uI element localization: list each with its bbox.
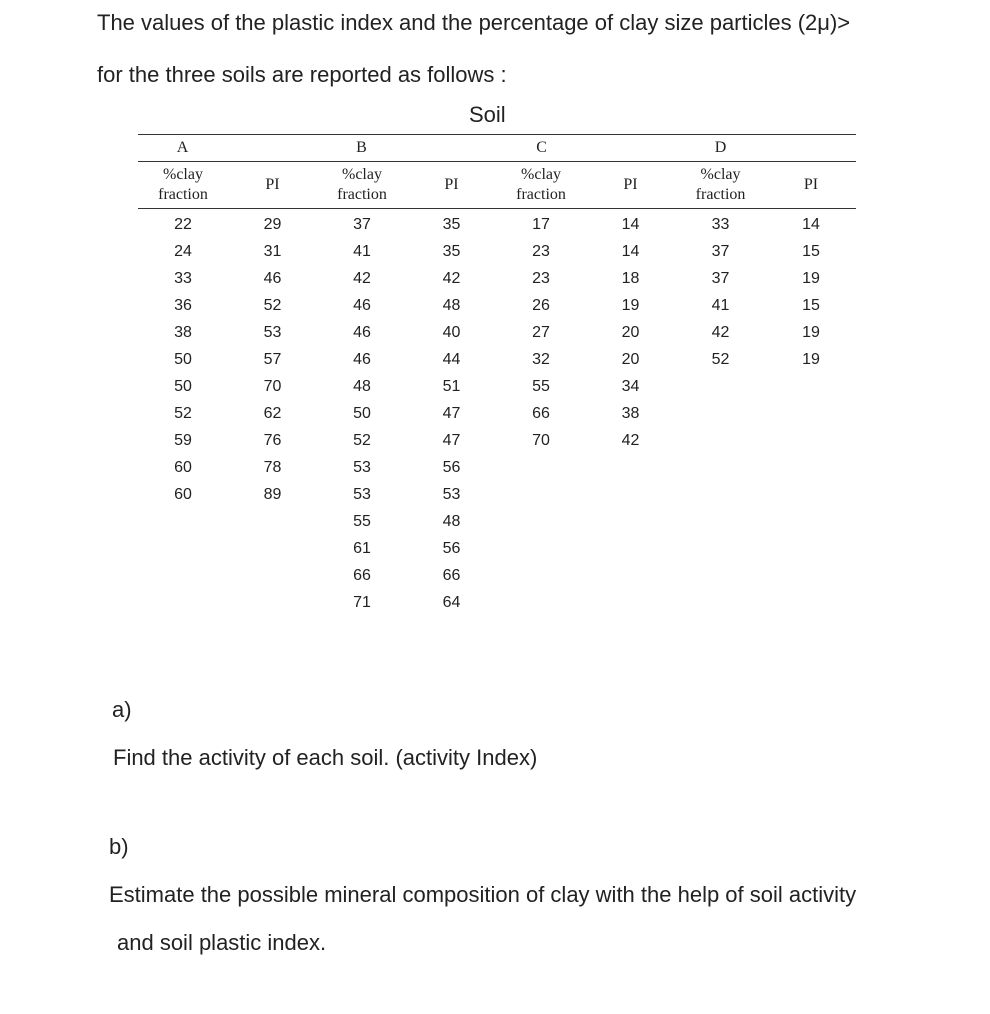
cell-a-clay: 59 (174, 431, 192, 449)
cell-c-pi: 20 (621, 323, 640, 341)
cell-a-pi (228, 508, 317, 535)
question-b-label: b) (109, 834, 129, 859)
cell-b-clay: 46 (353, 323, 371, 341)
cell-c-pi: 14 (621, 215, 640, 233)
table-row (138, 427, 856, 454)
question-a-text: Find the activity of each soil. (activity Index) (113, 745, 538, 770)
cell-a-clay: 38 (174, 323, 192, 341)
cell-a-pi (228, 535, 317, 562)
cell-c-pi (586, 508, 675, 535)
cell-b-pi: 48 (442, 512, 461, 530)
cell-c-clay: 17 (532, 215, 550, 233)
cell-b-pi: 35 (442, 215, 461, 233)
cell-b-pi: 35 (442, 242, 461, 260)
cell-a-clay: 24 (174, 242, 192, 260)
group-header-b: B (317, 135, 496, 162)
cell-d-clay (675, 454, 766, 481)
cell-b-clay: 50 (353, 404, 371, 422)
cell-c-pi: 20 (621, 350, 640, 368)
cell-c-clay (496, 508, 586, 535)
column-header: PI (407, 162, 496, 209)
table-row (138, 265, 856, 292)
column-header: PI (228, 162, 317, 209)
cell-d-clay (675, 427, 766, 454)
cell-d-pi (766, 454, 856, 481)
group-header-a: A (138, 135, 317, 162)
cell-d-pi (766, 535, 856, 562)
cell-c-clay: 55 (532, 377, 550, 395)
cell-a-clay: 60 (174, 485, 192, 503)
column-header: %clay fraction (317, 162, 407, 209)
table-row (138, 292, 856, 319)
cell-b-clay: 46 (353, 350, 371, 368)
cell-c-clay: 23 (532, 269, 550, 287)
cell-a-pi: 29 (263, 215, 282, 233)
column-header-row (138, 162, 856, 209)
table-row (138, 562, 856, 589)
cell-b-pi: 64 (442, 593, 461, 611)
cell-a-pi (228, 589, 317, 616)
cell-d-pi: 15 (802, 296, 820, 314)
cell-a-clay: 33 (174, 269, 192, 287)
cell-a-pi: 52 (263, 296, 282, 314)
intro-line-1: The values of the plastic index and the percentage of clay size particles (2μ)> (97, 10, 851, 35)
cell-c-pi: 38 (621, 404, 640, 422)
cell-d-pi (766, 589, 856, 616)
cell-d-clay: 41 (711, 296, 730, 314)
table-row (138, 346, 856, 373)
cell-c-pi (586, 535, 675, 562)
cell-d-pi (766, 373, 856, 400)
question-a-label: a) (112, 697, 132, 722)
cell-b-clay: 52 (353, 431, 371, 449)
cell-b-pi: 56 (442, 458, 461, 476)
cell-c-clay (496, 589, 586, 616)
cell-c-clay: 70 (532, 431, 550, 449)
cell-d-pi (766, 400, 856, 427)
cell-c-pi: 18 (621, 269, 640, 287)
cell-c-pi (586, 481, 675, 508)
cell-d-clay (675, 589, 766, 616)
question-b-text-line-2: and soil plastic index. (117, 930, 327, 955)
cell-b-pi: 48 (442, 296, 461, 314)
cell-b-clay: 55 (353, 512, 371, 530)
column-header: %clay fraction (675, 162, 766, 209)
cell-b-pi: 47 (442, 431, 461, 449)
cell-c-clay (496, 481, 586, 508)
cell-c-pi: 42 (621, 431, 640, 449)
cell-c-pi: 34 (621, 377, 640, 395)
cell-b-pi: 66 (442, 566, 461, 584)
cell-a-pi: 46 (263, 269, 282, 287)
group-header-c: C (496, 135, 675, 162)
cell-c-pi (586, 454, 675, 481)
cell-c-clay: 26 (532, 296, 550, 314)
cell-c-pi: 14 (621, 242, 640, 260)
cell-d-clay (675, 508, 766, 535)
cell-b-pi: 40 (442, 323, 461, 341)
cell-a-pi: 78 (263, 458, 282, 476)
cell-d-clay (675, 400, 766, 427)
cell-d-clay: 33 (711, 215, 730, 233)
cell-d-clay (675, 481, 766, 508)
cell-d-pi (766, 427, 856, 454)
cell-d-clay: 42 (711, 323, 730, 341)
cell-d-pi: 19 (802, 269, 820, 287)
group-header-row (138, 135, 856, 162)
cell-b-pi: 44 (442, 350, 461, 368)
cell-d-clay: 37 (711, 242, 730, 260)
cell-d-pi (766, 508, 856, 535)
cell-b-pi: 51 (442, 377, 461, 395)
cell-c-clay: 23 (532, 242, 550, 260)
cell-d-clay (675, 373, 766, 400)
cell-b-clay: 53 (353, 458, 371, 476)
column-header: %clay fraction (496, 162, 586, 209)
cell-a-pi: 31 (263, 242, 282, 260)
cell-a-pi: 89 (263, 485, 282, 503)
cell-b-pi: 53 (442, 485, 461, 503)
cell-b-clay: 48 (353, 377, 371, 395)
table-row (138, 209, 856, 239)
cell-c-pi (586, 562, 675, 589)
table-row (138, 481, 856, 508)
cell-a-clay (138, 535, 228, 562)
cell-c-clay (496, 454, 586, 481)
table-row (138, 454, 856, 481)
cell-a-clay: 60 (174, 458, 192, 476)
cell-b-clay: 41 (353, 242, 371, 260)
cell-c-pi: 19 (621, 296, 640, 314)
cell-d-pi: 19 (802, 323, 820, 341)
cell-c-clay: 66 (532, 404, 550, 422)
cell-c-clay (496, 535, 586, 562)
question-b-text-line-1: Estimate the possible mineral composition of clay with the help of soil activity (109, 882, 857, 907)
cell-b-clay: 61 (353, 539, 371, 557)
cell-a-clay: 52 (174, 404, 192, 422)
table-row (138, 400, 856, 427)
soil-heading: Soil (469, 102, 506, 127)
cell-a-pi: 76 (263, 431, 282, 449)
cell-a-clay (138, 589, 228, 616)
cell-b-clay: 37 (353, 215, 371, 233)
cell-b-clay: 71 (353, 593, 371, 611)
cell-d-clay: 37 (711, 269, 730, 287)
cell-a-clay (138, 508, 228, 535)
cell-d-clay: 52 (711, 350, 730, 368)
table-row (138, 508, 856, 535)
cell-b-pi: 56 (442, 539, 461, 557)
cell-a-pi: 70 (263, 377, 282, 395)
cell-a-clay: 22 (174, 215, 192, 233)
cell-b-pi: 42 (442, 269, 461, 287)
column-header: PI (766, 162, 856, 209)
cell-b-clay: 66 (353, 566, 371, 584)
table-row (138, 535, 856, 562)
cell-d-pi (766, 562, 856, 589)
cell-a-clay (138, 562, 228, 589)
soil-data-table (138, 134, 856, 616)
cell-a-clay: 50 (174, 350, 192, 368)
cell-c-clay: 32 (532, 350, 550, 368)
cell-a-clay: 36 (174, 296, 192, 314)
cell-a-pi: 62 (263, 404, 282, 422)
cell-d-pi: 19 (802, 350, 820, 368)
group-header-d: D (675, 135, 856, 162)
table-row (138, 319, 856, 346)
intro-line-2: for the three soils are reported as follows : (97, 62, 507, 87)
table-body (138, 209, 856, 617)
table-row (138, 589, 856, 616)
cell-d-clay (675, 562, 766, 589)
cell-b-pi: 47 (442, 404, 461, 422)
column-header: %clay fraction (138, 162, 228, 209)
cell-d-pi: 14 (802, 215, 820, 233)
column-header: PI (586, 162, 675, 209)
cell-d-pi: 15 (802, 242, 820, 260)
cell-a-pi: 53 (263, 323, 282, 341)
cell-d-clay (675, 535, 766, 562)
cell-a-pi (228, 562, 317, 589)
cell-b-clay: 46 (353, 296, 371, 314)
cell-c-clay (496, 562, 586, 589)
cell-a-clay: 50 (174, 377, 192, 395)
cell-b-clay: 42 (353, 269, 371, 287)
cell-a-pi: 57 (263, 350, 282, 368)
table-row (138, 373, 856, 400)
cell-b-clay: 53 (353, 485, 371, 503)
cell-d-pi (766, 481, 856, 508)
cell-c-clay: 27 (532, 323, 550, 341)
table-row (138, 238, 856, 265)
cell-c-pi (586, 589, 675, 616)
